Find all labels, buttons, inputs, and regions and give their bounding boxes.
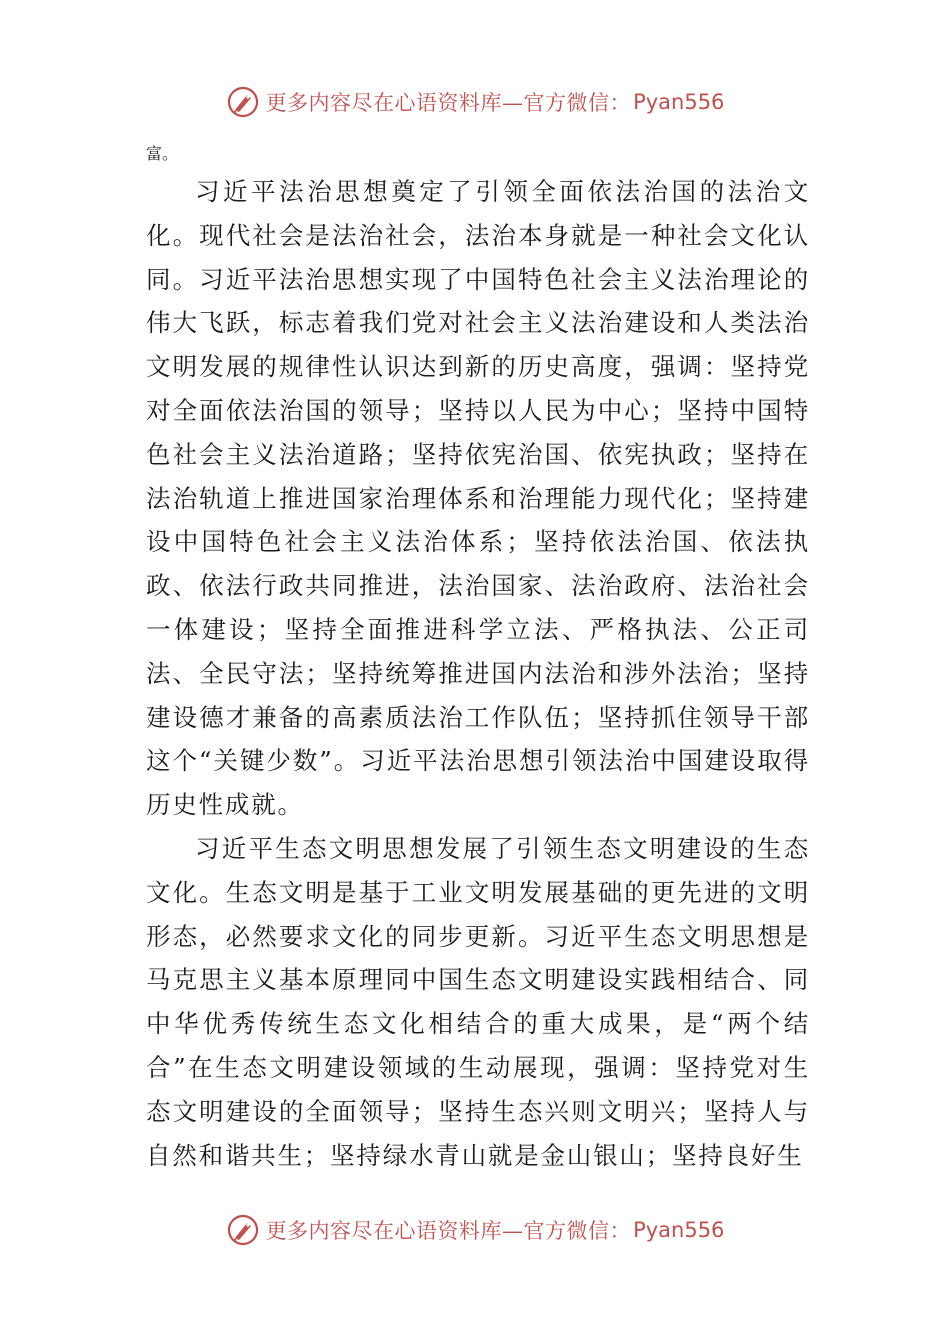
footer-site-name-text: 更多内容尽在心语资料库—官方微信：: [265, 1219, 632, 1243]
paragraph-rule-of-law: 习近平法治思想奠定了引领全面依法治国的法治文化。现代社会是法治社会，法治本身就是一种社会文化认同。习近平法治思想实现了中国特色社会主义法治理论的伟大飞跃，标志着我们党对社会主义法治建设和人类法治文明发展的规律性认识达到新的历史高度，强调：坚持党对全面依法治国的领导；坚持以人民为中心；坚持中国特色社会主义法治道路；坚持依宪治国、依宪执政；坚持在法治轨道上推进国家治理体系和治理能力现代化；坚持建设中国特色社会主义法治体系；坚持依法治国、依法执政、依法行政共同推进，法治国家、法治政府、法治社会一体建设；坚持全面推进科学立法、严格执法、公正司法、全民守法；坚持统筹推进国内法治和涉外法治；坚持建设德才兼备的高素质法治工作队伍；坚持抓住领导干部这个“关键少数”。习近平法治思想引领法治中国建设取得历史性成就。: [146, 177, 810, 820]
document-body: [146, 140, 810, 1177]
pen-nib-logo-icon: [226, 85, 260, 119]
paragraph-ecological-civilization: 习近平生态文明思想发展了引领生态文明建设的生态文化。生态文明是基于工业文明发展基础的更先进的文明形态，必然要求文化的同步更新。习近平生态文明思想是马克思主义基本原理同中国生态文明建设实践相结合、同中华优秀传统生态文化相结合的重大成果，是“两个结合”在生态文明建设领域的生动展现，强调：坚持党对生态文明建设的全面领导；坚持生态兴则文明兴；坚持人与自然和谐共生；坚持绿水青山就是金山银山；坚持良好生: [146, 833, 810, 1170]
footer-banner: [0, 1210, 950, 1250]
carry-over-text: 富。: [146, 144, 179, 163]
pen-nib-logo-icon: [226, 1213, 260, 1247]
wechat-id-text: Pyan556: [633, 90, 725, 114]
header-banner: [0, 82, 950, 122]
site-name-text: 更多内容尽在心语资料库—官方微信：: [265, 91, 632, 115]
footer-wechat-id-text: Pyan556: [633, 1218, 725, 1242]
